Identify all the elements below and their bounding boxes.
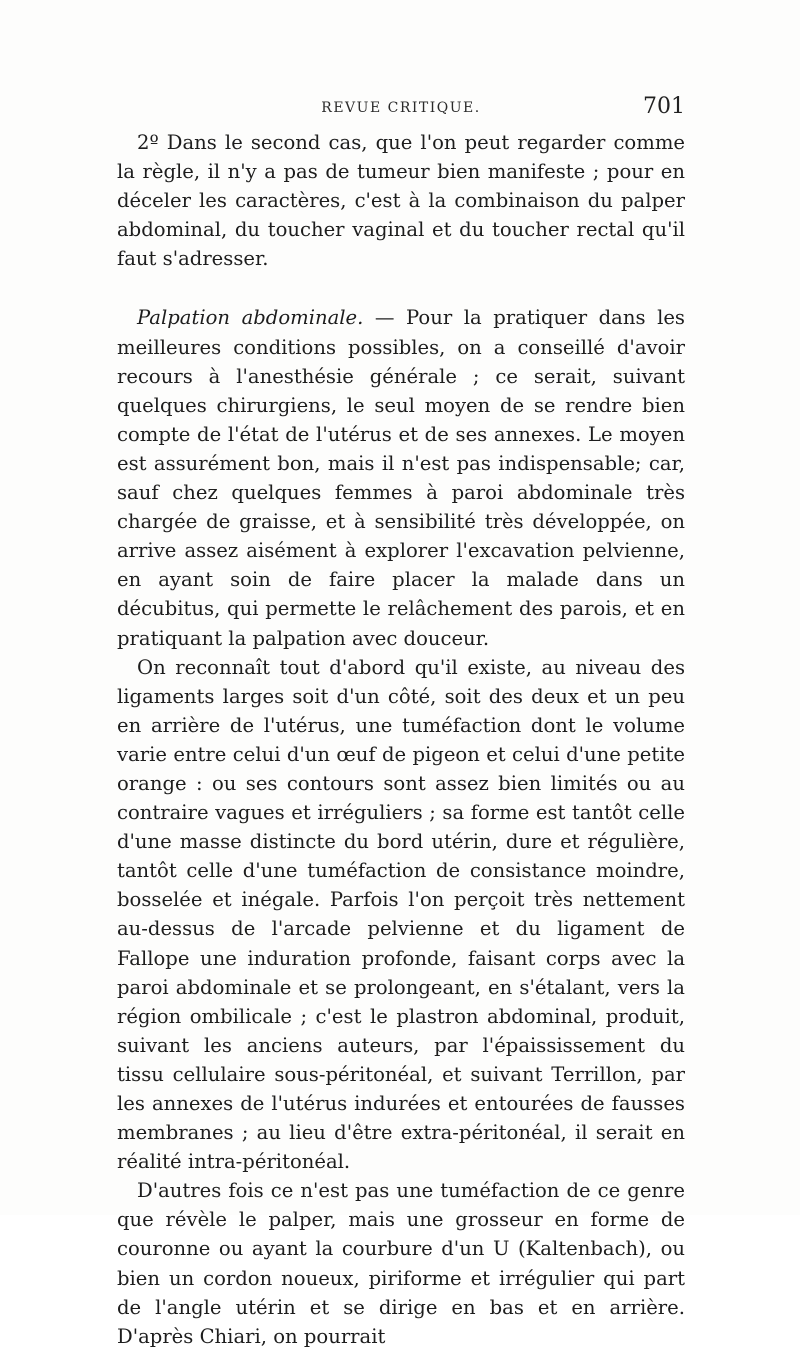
page-header	[117, 94, 685, 124]
paragraph-text: — Pour la pratiquer dans les meilleures conditions possibles, on a conseillé d'avoir recours à l'anesthésie générale ; ce serait, suivant quelques chirurgiens, le seul moyen de se rendre bien compte de l'état de l'utérus et de ses annexes. Le moyen est assurément bon, mais il n'est pas indispensable; car, sauf chez quelques femmes à paroi abdominale très chargée de graisse, et à sensibilité très développée, on arrive assez aisément à explorer l'excavation pelvienne, en ayant soin de faire placer la malade dans un décubitus, qui permette le relâchement des parois, et en pratiquant la palpation avec douceur.	[117, 306, 685, 650]
paragraph-other-findings	[117, 1176, 685, 1351]
paragraph-tumefaction	[117, 653, 685, 1177]
section-title: Palpation abdominale.	[137, 306, 364, 330]
paragraph-text: D'autres fois ce n'est pas une tuméfaction de ce genre que révèle le palper, mais une grosseur en forme de couronne ou ayant la courbure d'un U (Kaltenbach), ou bien un cordon noueux, piriforme et irrégulier qui part de l'angle utérin et se dirige en bas et en arrière. D'après Chiari, on pourrait	[117, 1179, 685, 1348]
paragraph-palpation	[117, 303, 685, 652]
page-number: 701	[643, 94, 685, 119]
paragraph-text: 2º Dans le second cas, que l'on peut regarder comme la règle, il n'y a pas de tumeur bien manifeste ; pour en déceler les caractères, c'est à la combinaison du palper abdominal, du toucher vaginal et du toucher rectal qu'il faut s'adresser.	[117, 131, 685, 271]
paragraph-text: On reconnaît tout d'abord qu'il existe, au niveau des ligaments larges soit d'un côté, soit des deux et un peu en arrière de l'utérus, une tuméfaction dont le volume varie entre celui d'un œuf de pigeon et celui d'une petite orange : ou ses contours sont assez bien limités ou au contraire vagues et irréguliers ; sa forme est tantôt celle d'une masse distincte du bord utérin, dure et régulière, tantôt celle d'une tuméfaction de consistance moindre, bosselée et inégale. Parfois l'on perçoit très nettement au-dessus de l'arcade pelvienne et du ligament de Fallope une induration profonde, faisant corps avec la paroi abdominale et se prolongeant, en s'étalant, vers la région ombilicale ; c'est le plastron abdominal, produit, suivant les anciens auteurs, par l'épaississement du tissu cellulaire sous-péritonéal, et suivant Terrillon, par les annexes de l'utérus indurées et entourées de fausses membranes ; au lieu d'être extra-péritonéal, il serait en réalité intra-péritonéal.	[117, 655, 685, 1174]
running-head: REVUE CRITIQUE.	[321, 100, 481, 116]
body-text	[117, 128, 685, 1351]
paragraph-second-case	[117, 128, 685, 273]
